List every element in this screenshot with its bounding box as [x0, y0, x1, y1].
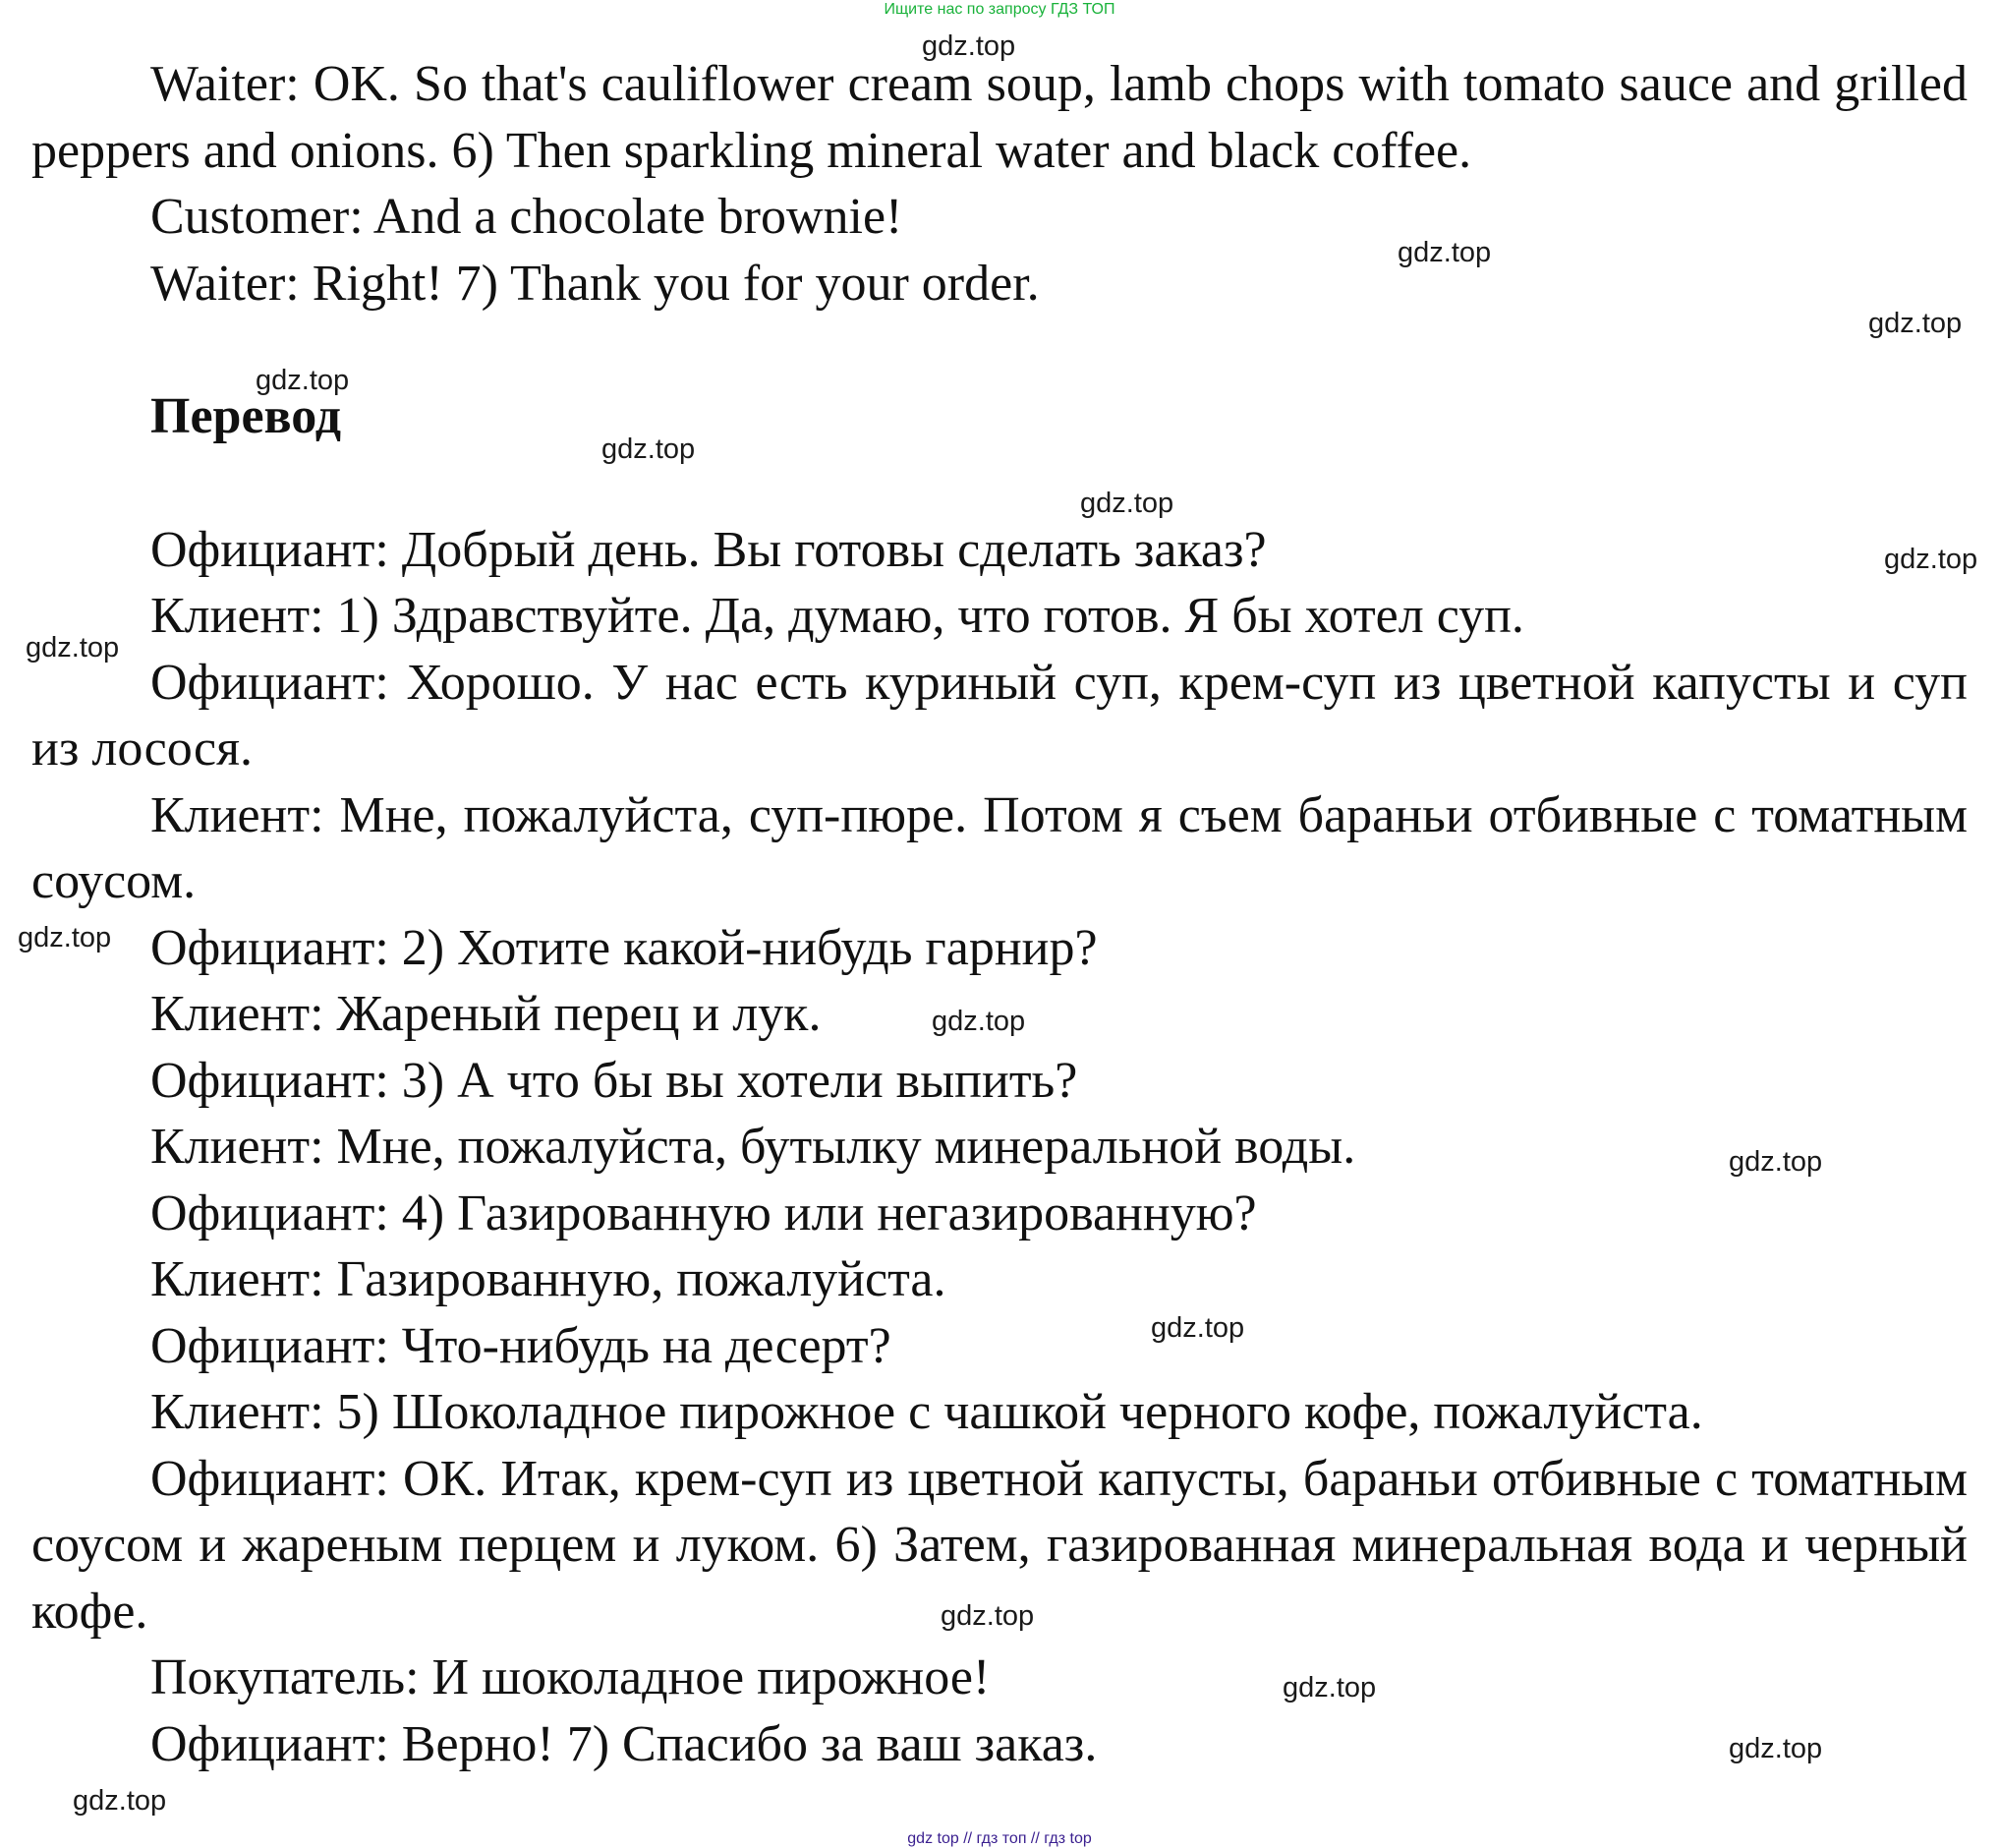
russian-paragraph-3: Официант: Хорошо. У нас есть куриный суп, крем-суп из цветной капусты и суп из лосося.: [31, 654, 1968, 777]
watermark: gdz.top: [941, 1600, 1035, 1632]
english-line-2: Customer: And a chocolate brownie!: [150, 189, 903, 245]
russian-line-1: Официант: Добрый день. Вы готовы сделать заказ?: [150, 521, 1267, 578]
watermark: gdz.top: [26, 632, 120, 664]
english-line-3: Waiter: Right! 7) Thank you for your order.: [150, 255, 1040, 312]
watermark: gdz.top: [1151, 1312, 1245, 1344]
watermark: gdz.top: [932, 1006, 1026, 1037]
watermark: gdz.top: [1080, 488, 1174, 519]
russian-line-14: Покупатель: И шоколадное пирожное!: [150, 1649, 991, 1705]
watermark: gdz.top: [601, 433, 696, 465]
watermark: gdz.top: [1729, 1733, 1823, 1764]
english-paragraph-1: Waiter: OK. So that's cauliflower cream soup, lamb chops with tomato sauce and grilled peppers and onions. 6) Then sparkling mineral water and black coffee.: [31, 56, 1968, 179]
section-heading: Перевод: [150, 388, 342, 444]
watermark: gdz.top: [18, 922, 112, 953]
watermark: gdz.top: [922, 30, 1016, 62]
watermark: gdz.top: [1398, 237, 1492, 268]
russian-line-6: Клиент: Жареный перец и лук.: [150, 986, 822, 1042]
russian-line-12: Клиент: 5) Шоколадное пирожное с чашкой черного кофе, пожалуйста.: [150, 1384, 1703, 1440]
watermark: gdz.top: [1283, 1672, 1377, 1704]
russian-line-9: Официант: 4) Газированную или негазированную?: [150, 1184, 1257, 1242]
top-banner: Ищите нас по запросу ГДЗ ТОП: [884, 1, 1115, 18]
bottom-banner: gdz top // гдз топ // гдз top: [907, 1830, 1092, 1847]
spacer: [31, 450, 1968, 517]
russian-line-11: Официант: Что-нибудь на десерт?: [150, 1317, 891, 1374]
document-body: [31, 51, 1968, 1777]
watermark: gdz.top: [73, 1785, 167, 1817]
russian-line-10: Клиент: Газированную, пожалуйста.: [150, 1251, 946, 1307]
russian-paragraph-4: Клиент: Мне, пожалуйста, суп-пюре. Потом я съем бараньи отбивные с томатным соусом.: [31, 786, 1968, 909]
watermark: gdz.top: [1729, 1146, 1823, 1178]
russian-line-5: Официант: 2) Хотите какой-нибудь гарнир?: [150, 919, 1098, 976]
russian-paragraph-13: Официант: ОК. Итак, крем-суп из цветной капусты, бараньи отбивные с томатным соусом и жареным перцем и луком. 6) Затем, газированная минеральная вода и черный кофе.: [31, 1450, 1968, 1640]
watermark: gdz.top: [1868, 308, 1963, 339]
russian-line-8: Клиент: Мне, пожалуйста, бутылку минеральной воды.: [150, 1119, 1356, 1175]
russian-line-7: Официант: 3) А что бы вы хотели выпить?: [150, 1052, 1078, 1109]
watermark: gdz.top: [1884, 544, 1978, 575]
watermark: gdz.top: [256, 365, 350, 396]
russian-line-15: Официант: Верно! 7) Спасибо за ваш заказ.: [150, 1715, 1098, 1772]
russian-line-2: Клиент: 1) Здравствуйте. Да, думаю, что готов. Я бы хотел суп.: [150, 588, 1524, 644]
